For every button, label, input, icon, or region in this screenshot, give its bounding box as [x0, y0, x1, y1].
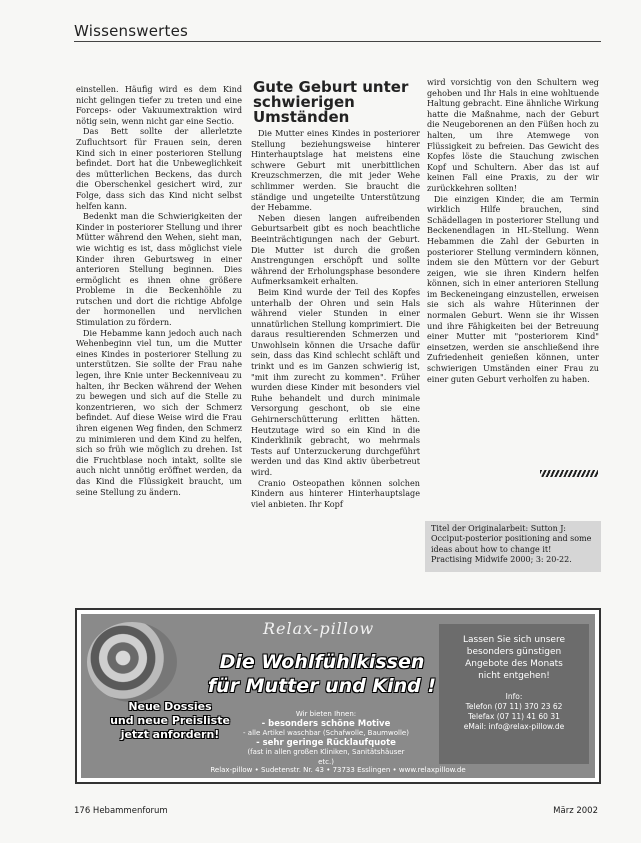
ad-info-label: Info:: [505, 692, 523, 701]
end-of-article-mark: [540, 470, 598, 477]
ad-feature-line: - sehr geringe Rücklaufquote: [256, 737, 396, 748]
ad-feature-line: - besonders schöne Motive: [261, 718, 391, 729]
ad-contact-box: [439, 624, 589, 764]
article-column-3: [427, 77, 599, 469]
col1-paragraph: Bedenkt man die Schwierigkeiten der Kinder in posteriorer Stellung und ihrer Mütter während den Wehen, sieht man, wie wichtig es ist, dass möglichst viele Kinder ihren Geburtsweg in einer anterioren Stellung beginnen. Dies ermöglicht es ihnen ohne größere Probleme in die Beckenhöhle zu rutschen und dort die richtige Abfolge der hormonellen und nervlichen Stimulation zu fördern.: [76, 211, 242, 328]
col3-paragraph: wird vorsichtig von den Schultern weg gehoben und Ihr Hals in eine wohltuende Haltung gebracht. Eine ähnliche Wirkung hatte die Maßnahme, nach der Geburt die Neugeborenen an den Füßen hoch zu halten, um ihre Atemwege von Flüssigkeit zu befreien. Das Gewicht des Kopfes löste die Stauchung zwischen Kopf und Schultern. Aber das ist auf keinen Fall eine Praxis, zu der wir zurückkehren sollten!: [427, 77, 599, 193]
ad-email: eMail: info@relax-pillow.de: [463, 722, 565, 731]
ad-offer: [95, 700, 245, 742]
page-footer-date: März 2002: [553, 806, 598, 816]
ad-info: [439, 692, 589, 732]
col1-paragraph: einstellen. Häufig wird es dem Kind nicht gelingen tiefer zu treten und eine Forceps- oder Vakuumextraktion wird nötig sein, wenn nicht gar eine Sectio.: [76, 84, 242, 126]
col1-paragraph: Die Hebamme kann jedoch auch nach Wehenbeginn viel tun, um die Mutter eines Kindes in posteriorer Stellung zu unterstützen. Sie sollte der Frau nahe legen, ihre Knie unter Beckenniveau zu halten, ihr Becken während der Wehen zu bewegen und sich auf die Stelle zu konzentrieren, wo sich der Schmerz befindet. Auf diese Weise wird die Frau ihren eigenen Weg finden, den Schmerz zu minimieren und dem Kind zu helfen, sich so früh wie möglich zu drehen. Ist die Fruchtblase noch intakt, sollte sie auch nicht unnötig eröffnet werden, da das Kind die Flüssigkeit braucht, um seine Stellung zu ändern.: [76, 327, 242, 497]
ad-features: [241, 710, 411, 767]
col3-paragraph: Die einzigen Kinder, die am Termin wirklich Hilfe brauchen, sind Schädellagen in posteriorer Stellung und Beckenendlagen in HL-Stellung. Wenn Hebammen die Zahl der Geburten in posteriorer Stellung vermindern können, indem sie den Müttern vor der Geburt zeigen, wie sie ihren Kindern helfen können, sich in einer anterioren Stellung im Beckeneingang einzustellen, erweisen sie sich als wahre Hüterinnen der normalen Geburt. Wenn sie ihr Wissen und ihre Fähigkeiten bei der Betreuung einer Mutter mit "posteriorem Kind" einsetzen, werden sie anschließend ihre Zufriedenheit genießen können, unter schwierigen Umständen einer Frau zu einer guten Geburt verholfen zu haben.: [427, 193, 599, 384]
col2-paragraph: Beim Kind wurde der Teil des Kopfes unterhalb der Ohren und sein Hals während vieler Stunden in einer unnatürlichen Stellung komprimiert. Die daraus resultierenden Schmerzen und Unwohlsein können die Ursache dafür sein, dass das Kind schlecht schläft und trinkt und es im Ganzen schwierig ist, "mit ihm zurecht zu kommen". Früher wurden diese Kinder mit besonders viel Ruhe behandelt und durch minimale Versorgung geschont, ob sie eine Gehirnerschütterung erlitten hätten. Heutzutage wird so ein Kind in die Kinderklinik gebracht, wo mehrmals Tests auf Unterzuckerung durchgeführt werden und das Kind aktiv überbetreut wird.: [251, 286, 420, 477]
ad-phone: Telefon (07 11) 370 23 62: [465, 702, 563, 711]
ad-address: Relax-pillow • Sudetenstr. Nr. 43 • 73733 Esslingen • www.relaxpillow.de: [210, 766, 466, 774]
article-title: Gute Geburt unter schwierigen Umständen: [253, 78, 409, 126]
advertisement[interactable]: [75, 608, 601, 784]
ad-promo: [439, 634, 589, 682]
ad-promo-line: Angebote des Monats: [465, 659, 563, 669]
ad-promo-line: nicht entgehen!: [478, 671, 550, 681]
col2-paragraph: Neben diesen langen aufreibenden Geburtsarbeit gibt es noch beachtliche Beeinträchtigungen nach der Geburt. Die Mutter ist durch die großen Anstrengungen erschöpft und sollte während der Erholungsphase besondere Aufmerksamkeit erhalten.: [251, 212, 420, 287]
ad-offer-line: Neue Dossies: [128, 700, 212, 713]
article-column-1: [76, 84, 242, 576]
ad-fax: Telefax (07 11) 41 60 31: [468, 712, 560, 721]
ad-headline-line: Die Wohlfühlkissen: [219, 651, 425, 673]
col2-paragraph: Cranio Osteopathen können solchen Kindern aus hinterer Hinterhauptslage viel anbieten. Ihr Kopf: [251, 477, 420, 509]
col1-paragraph: Das Bett sollte der allerletzte Zufluchtsort für Frauen sein, deren Kind sich in einer posterioren Stellung befindet. Dort hat die Unbeweglichkeit des mütterlichen Beckens, das durch die Oberschenkel gesichert wird, zur Folge, dass sich das Kind nicht selbst helfen kann.: [76, 126, 242, 211]
ad-feature-line: Wir bieten Ihnen:: [295, 710, 357, 718]
pillow-image: [87, 622, 177, 702]
ad-brand: Relax-pillow: [263, 619, 375, 638]
source-box: Titel der Originalarbeit: Sutton J: Occiput-posterior positioning and some ideas about how to change it! Practising Midwife 2000; 3: 20-22.: [425, 521, 601, 572]
ad-promo-line: besonders günstigen: [466, 647, 562, 657]
ad-headline: [177, 650, 467, 698]
header-rule: [74, 41, 601, 42]
ad-feature-line: - alle Artikel waschbar (Schafwolle, Baumwolle): [243, 729, 409, 737]
article-column-2: [251, 128, 420, 574]
section-header: Wissenswertes: [74, 22, 189, 40]
ad-background: [81, 614, 595, 778]
page-footer-number: 176 Hebammenforum: [74, 806, 168, 816]
ad-promo-line: Lassen Sie sich unsere: [463, 635, 565, 645]
ad-headline-line: für Mutter und Kind !: [207, 675, 437, 697]
col2-paragraph: Die Mutter eines Kindes in posteriorer Stellung beziehungsweise hinterer Hinterhauptslage hat meistens eine schwere Geburt mit unerbittlichen Kreuzschmerzen, die mit jeder Wehe schlimmer werden. Sie braucht die ständige und ungeteilte Unterstützung der Hebamme.: [251, 128, 420, 213]
ad-offer-line: jetzt anfordern!: [120, 728, 220, 741]
ad-offer-line: und neue Preisliste: [110, 714, 230, 727]
ad-feature-line: (fast in allen großen Kliniken, Sanitätshäuser etc.): [247, 748, 405, 766]
